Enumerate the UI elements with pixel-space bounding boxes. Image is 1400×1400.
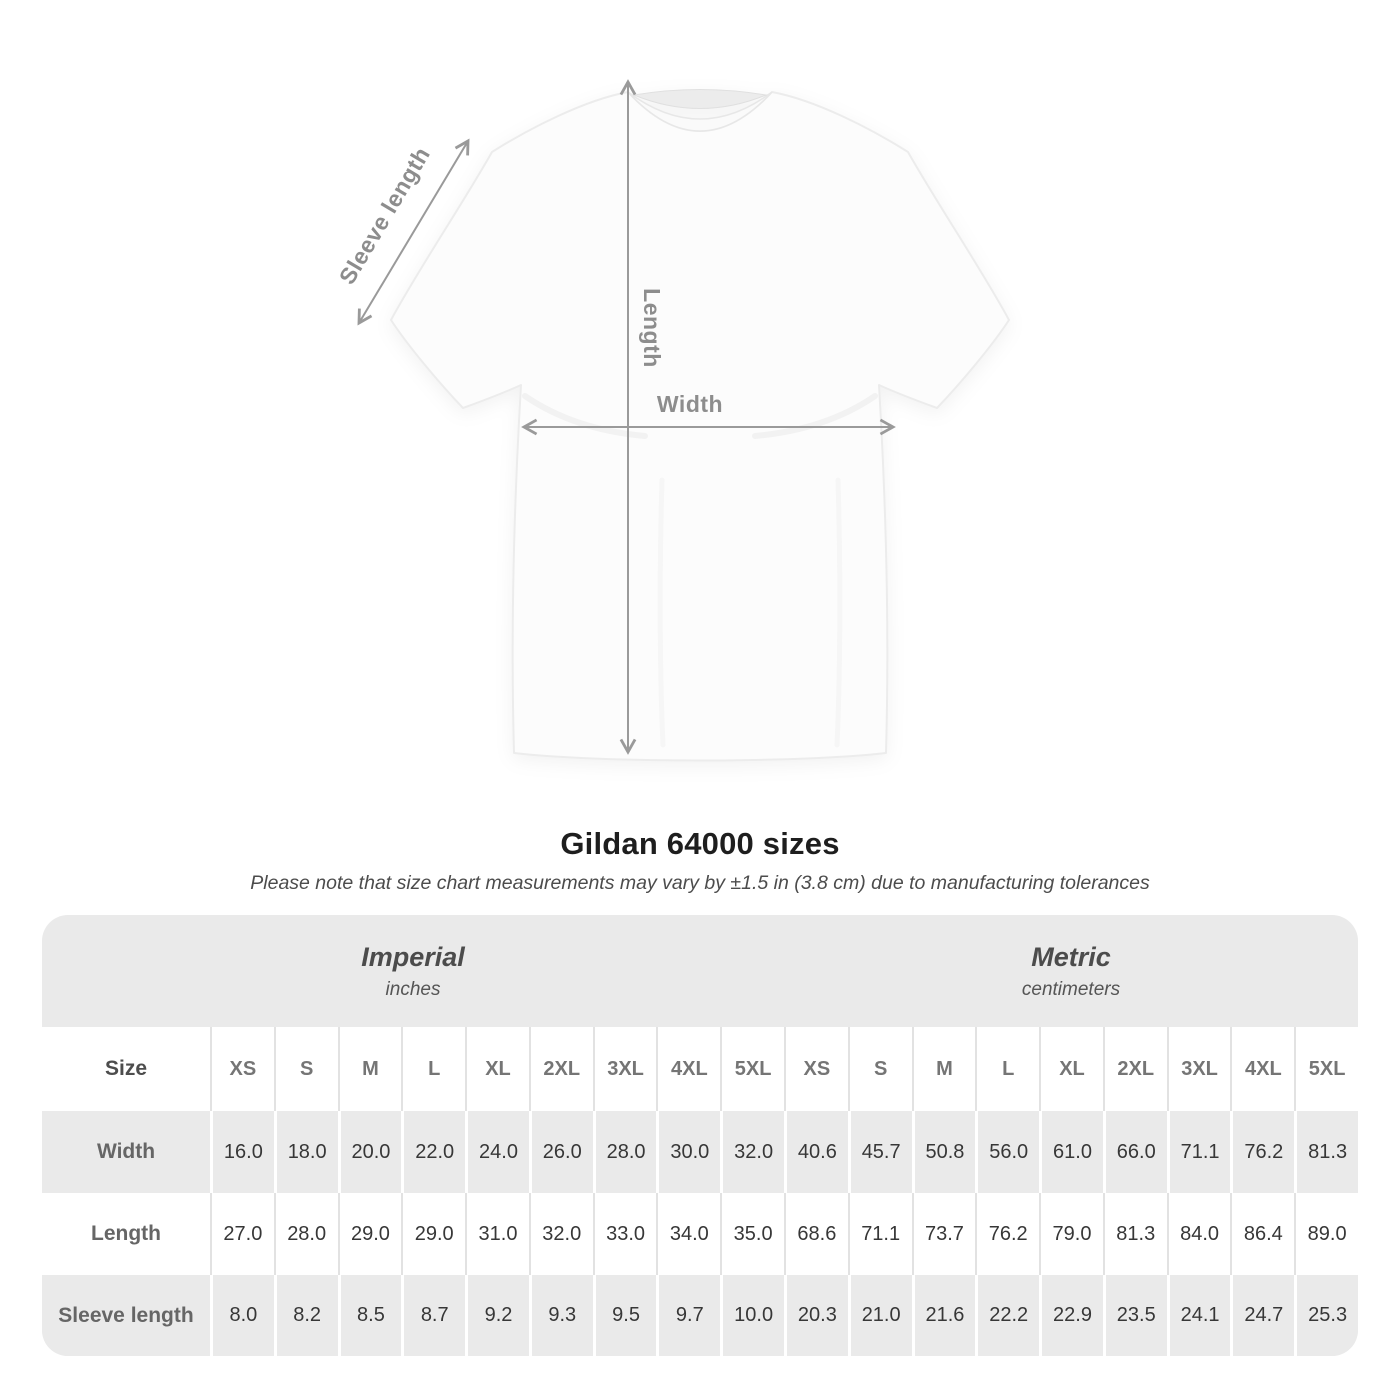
- cell-sleeve-length-imperial: 9.7: [656, 1275, 720, 1356]
- size-header-imperial-m: M: [338, 1027, 402, 1111]
- cell-width-imperial: 26.0: [529, 1111, 593, 1193]
- size-table: [42, 915, 1358, 1356]
- length-label: Length: [639, 288, 665, 368]
- cell-sleeve-length-imperial: 8.0: [210, 1275, 274, 1356]
- cell-sleeve-length-imperial: 9.5: [593, 1275, 657, 1356]
- cell-length-metric: 71.1: [848, 1193, 912, 1275]
- cell-sleeve-length-metric: 22.9: [1039, 1275, 1103, 1356]
- size-header-metric-5xl: 5XL: [1294, 1027, 1358, 1111]
- size-header-imperial-4xl: 4XL: [656, 1027, 720, 1111]
- metric-label: Metric: [1031, 941, 1111, 972]
- size-header-metric-s: S: [848, 1027, 912, 1111]
- size-table-panel: [42, 915, 1358, 1356]
- width-label: Width: [656, 391, 724, 417]
- cell-sleeve-length-metric: 25.3: [1294, 1275, 1358, 1356]
- cell-length-imperial: 34.0: [656, 1193, 720, 1275]
- size-header-imperial-xl: XL: [465, 1027, 529, 1111]
- size-header-imperial-xs: XS: [210, 1027, 274, 1111]
- cell-width-metric: 66.0: [1103, 1111, 1167, 1193]
- imperial-unit: inches: [385, 978, 441, 1000]
- imperial-section-header: [42, 915, 784, 1027]
- cell-length-imperial: 35.0: [720, 1193, 784, 1275]
- cell-width-imperial: 32.0: [720, 1111, 784, 1193]
- size-column-header: Size: [42, 1027, 210, 1111]
- cell-length-imperial: 29.0: [401, 1193, 465, 1275]
- cell-width-metric: 40.6: [784, 1111, 848, 1193]
- cell-length-metric: 81.3: [1103, 1193, 1167, 1275]
- cell-length-metric: 89.0: [1294, 1193, 1358, 1275]
- size-header-metric-2xl: 2XL: [1103, 1027, 1167, 1111]
- cell-width-imperial: 28.0: [593, 1111, 657, 1193]
- cell-sleeve-length-imperial: 8.2: [274, 1275, 338, 1356]
- cell-sleeve-length-imperial: 10.0: [720, 1275, 784, 1356]
- size-header-metric-3xl: 3XL: [1167, 1027, 1231, 1111]
- cell-sleeve-length-metric: 21.0: [848, 1275, 912, 1356]
- page-title: Gildan 64000 sizes: [560, 826, 840, 861]
- size-header-imperial-3xl: 3XL: [593, 1027, 657, 1111]
- cell-width-imperial: 30.0: [656, 1111, 720, 1193]
- size-header-metric-xl: XL: [1039, 1027, 1103, 1111]
- cell-length-metric: 68.6: [784, 1193, 848, 1275]
- cell-width-metric: 71.1: [1167, 1111, 1231, 1193]
- size-header-imperial-5xl: 5XL: [720, 1027, 784, 1111]
- cell-length-imperial: 27.0: [210, 1193, 274, 1275]
- size-header-imperial-l: L: [401, 1027, 465, 1111]
- cell-width-metric: 61.0: [1039, 1111, 1103, 1193]
- size-header-metric-m: M: [912, 1027, 976, 1111]
- cell-length-imperial: 28.0: [274, 1193, 338, 1275]
- cell-sleeve-length-metric: 23.5: [1103, 1275, 1167, 1356]
- cell-length-metric: 84.0: [1167, 1193, 1231, 1275]
- row-label-length: Length: [42, 1193, 210, 1275]
- cell-width-metric: 56.0: [975, 1111, 1039, 1193]
- cell-sleeve-length-metric: 20.3: [784, 1275, 848, 1356]
- size-header-metric-4xl: 4XL: [1230, 1027, 1294, 1111]
- cell-width-metric: 50.8: [912, 1111, 976, 1193]
- imperial-label: Imperial: [361, 941, 465, 972]
- cell-sleeve-length-imperial: 8.7: [401, 1275, 465, 1356]
- cell-width-imperial: 24.0: [465, 1111, 529, 1193]
- cell-sleeve-length-imperial: 9.3: [529, 1275, 593, 1356]
- cell-length-metric: 73.7: [912, 1193, 976, 1275]
- cell-sleeve-length-metric: 21.6: [912, 1275, 976, 1356]
- cell-sleeve-length-metric: 24.7: [1230, 1275, 1294, 1356]
- cell-width-imperial: 22.0: [401, 1111, 465, 1193]
- tshirt: [391, 90, 1009, 761]
- cell-width-imperial: 16.0: [210, 1111, 274, 1193]
- size-header-imperial-s: S: [274, 1027, 338, 1111]
- cell-length-metric: 86.4: [1230, 1193, 1294, 1275]
- cell-width-metric: 76.2: [1230, 1111, 1294, 1193]
- sleeve-length-label: Sleeve length: [333, 142, 436, 289]
- cell-sleeve-length-metric: 22.2: [975, 1275, 1039, 1356]
- cell-length-imperial: 29.0: [338, 1193, 402, 1275]
- tolerance-note: Please note that size chart measurements may vary by ±1.5 in (3.8 cm) due to manufacturing tolerances: [250, 872, 1150, 894]
- size-header-metric-l: L: [975, 1027, 1039, 1111]
- size-header-imperial-2xl: 2XL: [529, 1027, 593, 1111]
- cell-length-metric: 79.0: [1039, 1193, 1103, 1275]
- cell-sleeve-length-metric: 24.1: [1167, 1275, 1231, 1356]
- cell-length-imperial: 33.0: [593, 1193, 657, 1275]
- cell-width-imperial: 18.0: [274, 1111, 338, 1193]
- cell-sleeve-length-imperial: 9.2: [465, 1275, 529, 1356]
- cell-length-imperial: 31.0: [465, 1193, 529, 1275]
- cell-width-imperial: 20.0: [338, 1111, 402, 1193]
- tshirt-collar-opening: [634, 90, 766, 109]
- cell-width-metric: 81.3: [1294, 1111, 1358, 1193]
- row-label-width: Width: [42, 1111, 210, 1193]
- cell-sleeve-length-imperial: 8.5: [338, 1275, 402, 1356]
- row-label-sleeve-length: Sleeve length: [42, 1275, 210, 1356]
- size-header-metric-xs: XS: [784, 1027, 848, 1111]
- cell-length-metric: 76.2: [975, 1193, 1039, 1275]
- cell-width-metric: 45.7: [848, 1111, 912, 1193]
- metric-unit: centimeters: [1021, 978, 1121, 1000]
- metric-section-header: [784, 915, 1358, 1027]
- cell-length-imperial: 32.0: [529, 1193, 593, 1275]
